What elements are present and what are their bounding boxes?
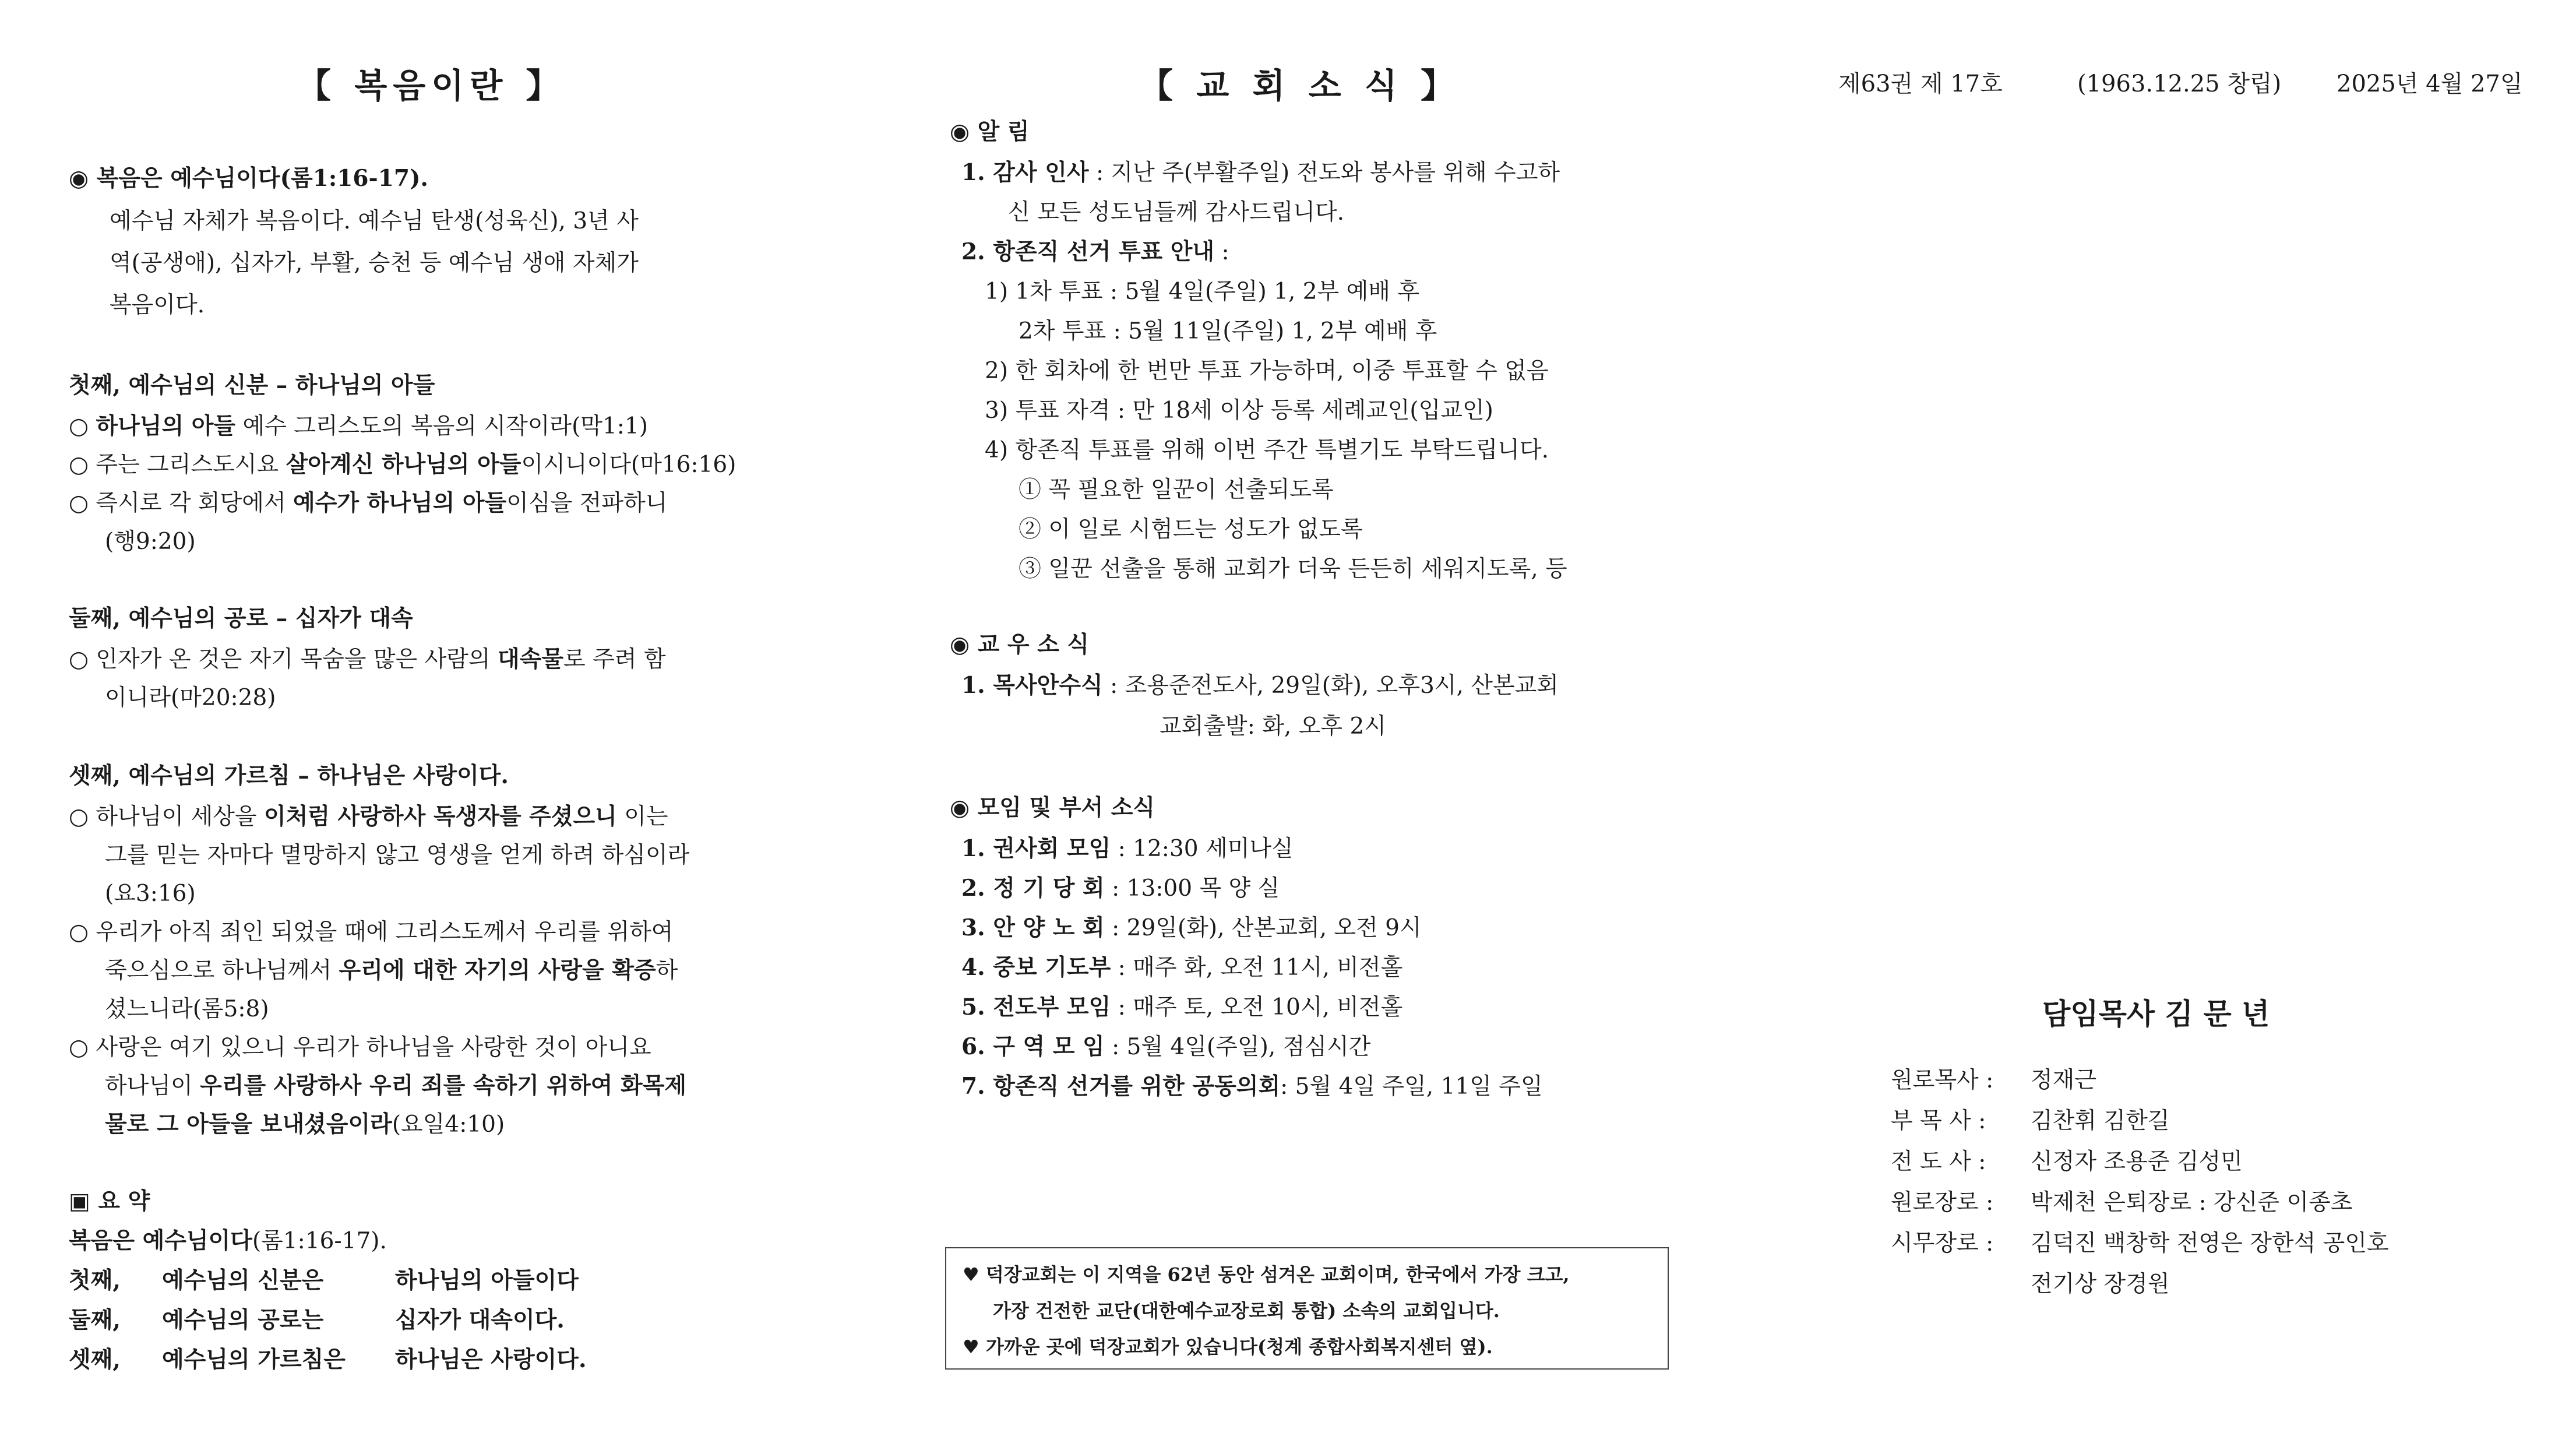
notice-2-item-5: 4) 항존직 투표를 위해 이번 주간 특별기도 부탁드립니다. xyxy=(985,437,1549,463)
third-p2-l1: ○ 우리가 아직 죄인 되었을 때에 그리스도께서 우리를 위하여 xyxy=(69,919,674,945)
staff-role-1: 원로목사 : xyxy=(1891,1067,1994,1093)
staff-row-4 xyxy=(1891,1184,2353,1217)
group-item-1 xyxy=(961,830,1294,863)
gospel-body-line-2: 역(공생애), 십자가, 부활, 승천 등 예수님 생애 자체가 xyxy=(110,250,639,276)
first-item-2-a: ○ 주는 그리스도시요 xyxy=(69,452,286,478)
summary-3-c: 십자가 대속이다. xyxy=(395,1307,565,1333)
member-1-line-2: 교회출발: 화, 오후 2시 xyxy=(1160,713,1386,740)
second-heading: 둘째, 예수님의 공로 – 십자가 대속 xyxy=(69,605,413,632)
third-heading: 셋째, 예수님의 가르침 – 하나님은 사랑이다. xyxy=(69,762,509,789)
group-3-label: 3. 안 양 노 회 xyxy=(961,914,1105,941)
group-heading: ◉ 모임 및 부서 소식 xyxy=(950,794,1155,821)
group-item-3 xyxy=(961,910,1422,942)
summary-line-2 xyxy=(69,1262,579,1295)
summary-3-a: 둘째, xyxy=(69,1307,121,1333)
third-p1-l1 xyxy=(69,798,668,831)
notice-1-label: 1. 감사 인사 xyxy=(961,159,1089,186)
senior-pastor: 담임목사 김 문 년 xyxy=(2042,997,2270,1031)
first-heading: 첫째, 예수님의 신분 – 하나님의 아들 xyxy=(69,372,435,399)
group-5-label: 5. 전도부 모임 xyxy=(961,994,1111,1020)
group-7-text: : 5월 4일 주일, 11일 주일 xyxy=(1280,1073,1543,1100)
third-p2-b: 우리에 대한 자기의 사랑을 확증 xyxy=(339,957,656,984)
staff-names-2: 김찬휘 김한길 xyxy=(2031,1108,2170,1134)
first-item-3-a: ○ 즉시로 각 회당에서 xyxy=(69,490,294,516)
founded-date: (1963.12.25 창립) xyxy=(2077,71,2282,97)
second-line-2: 이니라(마20:28) xyxy=(105,685,276,711)
third-p2-a: 죽으심으로 하나님께서 xyxy=(105,958,339,984)
third-p3-l1: ○ 사랑은 여기 있으니 우리가 하나님을 사랑한 것이 아니요 xyxy=(69,1034,651,1061)
left-title: 【 복음이란 】 xyxy=(297,66,566,105)
first-item-3 xyxy=(69,485,667,518)
third-p2-c: 하 xyxy=(656,958,678,984)
notice-2-item-1: 1) 1차 투표 : 5월 4일(주일) 1, 2부 예배 후 xyxy=(985,279,1420,305)
third-p3-l2 xyxy=(105,1068,686,1100)
church-info-line-2: 가장 건전한 교단(대한예수교장로회 통합) 소속의 교회입니다. xyxy=(993,1300,1500,1322)
first-item-3-b: 예수가 하나님의 아들 xyxy=(293,490,507,516)
member-heading: ◉ 교 우 소 식 xyxy=(950,631,1090,658)
group-3-text: : 29일(화), 산본교회, 오전 9시 xyxy=(1104,915,1422,941)
third-p1-l2: 그를 믿는 자마다 멸망하지 않고 영생을 얻게 하려 하심이라 xyxy=(105,842,690,868)
first-item-1 xyxy=(69,408,648,441)
staff-row-6: 전기상 장경원 xyxy=(2031,1271,2170,1297)
member-1-text: : 조용준전도사, 29일(화), 오후3시, 산본교회 xyxy=(1102,673,1559,699)
summary-2-b: 예수님의 신분은 xyxy=(162,1267,324,1294)
third-p3-b: 우리를 사랑하사 우리 죄를 속하기 위하여 화목제 xyxy=(200,1072,687,1099)
staff-names-1: 정재근 xyxy=(2031,1067,2097,1093)
notice-1-line-2: 신 모든 성도님들께 감사드립니다. xyxy=(1008,199,1345,226)
first-item-2-b: 살아계신 하나님의 아들 xyxy=(286,451,521,478)
summary-heading: ▣ 요 약 xyxy=(69,1188,150,1215)
group-4-label: 4. 중보 기도부 xyxy=(961,954,1111,981)
third-p1-c: 이는 xyxy=(616,804,668,830)
summary-4-b: 예수님의 가르침은 xyxy=(162,1346,346,1373)
gospel-body-line-1: 예수님 자체가 복음이다. 예수님 탄생(성육신), 3년 사 xyxy=(110,208,639,234)
first-item-1-c: 예수 그리스도의 복음의 시작이라(막1:1) xyxy=(235,413,648,439)
notice-2-item-3: 2) 한 회차에 한 번만 투표 가능하며, 이중 투표할 수 없음 xyxy=(985,358,1549,384)
summary-line-1-b: (롬1:16-17). xyxy=(252,1228,387,1254)
notice-1 xyxy=(961,154,1560,187)
staff-role-4: 원로장로 : xyxy=(1891,1189,1994,1216)
summary-line-4 xyxy=(69,1342,587,1374)
group-2-label: 2. 정 기 당 회 xyxy=(961,875,1105,902)
middle-title: 【 교 회 소 식 】 xyxy=(1139,66,1461,105)
staff-row-3 xyxy=(1891,1143,2243,1176)
third-p1-b: 이처럼 사랑하사 독생자를 주셨으니 xyxy=(263,803,617,830)
member-1 xyxy=(961,667,1559,700)
group-6-text: : 5월 4일(주일), 점심시간 xyxy=(1104,1034,1371,1060)
summary-line-3 xyxy=(69,1302,565,1335)
notice-heading: ◉ 알 림 xyxy=(950,118,1030,145)
summary-2-a: 첫째, xyxy=(69,1267,121,1294)
second-line-1-b: 대속물 xyxy=(498,646,564,673)
staff-row-5 xyxy=(1891,1225,2389,1258)
third-p1-a: ○ 하나님이 세상을 xyxy=(69,804,264,830)
third-p1-l3: (요3:16) xyxy=(105,881,196,907)
staff-names-5: 김덕진 백창학 전영은 장한석 공인호 xyxy=(2031,1230,2389,1256)
second-line-1 xyxy=(69,641,666,674)
church-info-line-1: ♥ 덕장교회는 이 지역을 62년 동안 섬겨온 교회이며, 한국에서 가장 크고, xyxy=(963,1263,1570,1286)
notice-2 xyxy=(961,234,1229,266)
staff-role-3: 전 도 사 : xyxy=(1891,1149,1986,1175)
staff-row-2 xyxy=(1891,1103,2169,1135)
summary-line-1 xyxy=(69,1223,387,1255)
notice-2-item-7: ② 이 일로 시험드는 성도가 없도록 xyxy=(1019,516,1363,543)
gospel-body-line-3: 복음이다. xyxy=(110,292,205,318)
gospel-heading: ◉ 복음은 예수님이다(롬1:16-17). xyxy=(69,165,428,192)
group-5-text: : 매주 토, 오전 10시, 비전홀 xyxy=(1111,994,1403,1020)
notice-2-item-8: ③ 일꾼 선출을 통해 교회가 더욱 든든히 세워지도록, 등 xyxy=(1019,556,1567,582)
notice-1-text: : 지난 주(부활주일) 전도와 봉사를 위해 수고하 xyxy=(1088,160,1560,186)
group-2-text: : 13:00 목 양 실 xyxy=(1104,875,1280,902)
notice-2-colon: : xyxy=(1214,239,1229,265)
group-item-7 xyxy=(961,1068,1543,1101)
group-item-5 xyxy=(961,989,1402,1022)
church-info-line-3: ♥ 가까운 곳에 덕장교회가 있습니다(청계 종합사회복지센터 옆). xyxy=(963,1336,1493,1358)
second-line-1-a: ○ 인자가 온 것은 자기 목숨을 많은 사람의 xyxy=(69,646,498,673)
group-7-label: 7. 항존직 선거를 위한 공동의회 xyxy=(961,1073,1281,1100)
group-item-4 xyxy=(961,949,1402,982)
third-p2-l2 xyxy=(105,952,678,985)
third-p3-l3 xyxy=(105,1106,505,1139)
staff-role-2: 부 목 사 : xyxy=(1891,1108,1986,1134)
summary-2-c: 하나님의 아들이다 xyxy=(395,1267,579,1294)
group-item-6 xyxy=(961,1029,1370,1061)
third-p3-l3-b: 물로 그 아들을 보내셨음이라 xyxy=(105,1111,392,1138)
third-p3-l3-c: (요일4:10) xyxy=(392,1111,505,1138)
first-item-1-a: ○ xyxy=(69,413,96,439)
third-p3-a: 하나님이 xyxy=(105,1073,200,1099)
summary-line-1-a: 복음은 예수님이다 xyxy=(69,1227,252,1254)
church-info-box xyxy=(945,1247,1669,1370)
notice-2-label: 2. 항존직 선거 투표 안내 xyxy=(961,238,1215,265)
group-6-label: 6. 구 역 모 임 xyxy=(961,1033,1105,1060)
third-p2-l3: 셨느니라(롬5:8) xyxy=(105,996,269,1022)
summary-4-c: 하나님은 사랑이다. xyxy=(395,1346,587,1373)
summary-4-a: 셋째, xyxy=(69,1346,121,1373)
notice-2-item-4: 3) 투표 자격 : 만 18세 이상 등록 세례교인(입교인) xyxy=(985,397,1493,424)
issue-number: 제63권 제 17호 xyxy=(1838,71,2003,97)
first-item-2-c: 이시니이다(마16:16) xyxy=(521,452,736,478)
group-4-text: : 매주 화, 오전 11시, 비전홀 xyxy=(1111,955,1403,981)
member-1-label: 1. 목사안수식 xyxy=(961,672,1103,699)
group-item-2 xyxy=(961,870,1280,903)
second-line-1-c: 로 주려 함 xyxy=(563,646,666,673)
staff-role-5: 시무장로 : xyxy=(1891,1230,1994,1256)
first-tail: (행9:20) xyxy=(105,529,196,555)
first-item-3-c: 이심을 전파하니 xyxy=(506,490,668,516)
notice-2-item-2: 2차 투표 : 5월 11일(주일) 1, 2부 예배 후 xyxy=(1019,318,1437,344)
staff-row-1 xyxy=(1891,1062,2096,1094)
notice-2-item-6: ① 꼭 필요한 일꾼이 선출되도록 xyxy=(1019,477,1334,503)
first-item-2 xyxy=(69,446,736,479)
staff-names-4: 박제천 은퇴장로 : 강신준 이종초 xyxy=(2031,1189,2353,1216)
first-item-1-b: 하나님의 아들 xyxy=(96,413,236,439)
group-1-text: : 12:30 세미나실 xyxy=(1111,836,1294,862)
staff-names-3: 신정자 조용준 김성민 xyxy=(2031,1149,2243,1175)
summary-3-b: 예수님의 공로는 xyxy=(162,1307,324,1333)
group-1-label: 1. 권사회 모임 xyxy=(961,835,1111,862)
issue-date: 2025년 4월 27일 xyxy=(2337,71,2523,97)
